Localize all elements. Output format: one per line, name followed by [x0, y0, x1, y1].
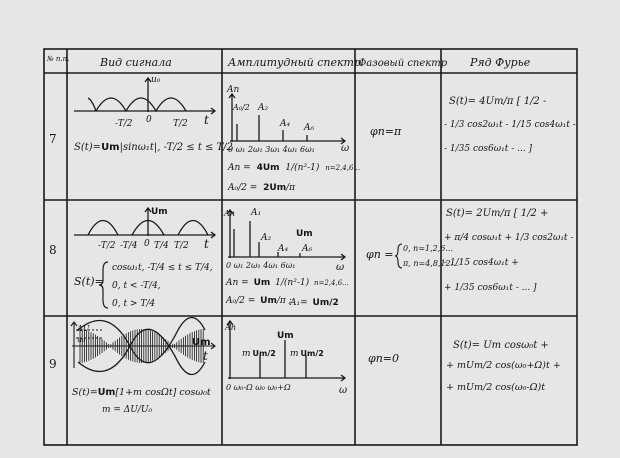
row7-tick-2: T/2: [173, 119, 188, 129]
header-fourier: Ряд Фурье: [470, 56, 531, 69]
row7-axis-A: An: [227, 85, 240, 95]
row8-fourier-3: + 1/35 cos6ω₁t - ... ]: [444, 283, 537, 293]
row9-formula-b: Um: [97, 387, 116, 398]
header-amp: Амплитудный спектр: [228, 56, 361, 69]
row8-f2-b: Um: [260, 296, 277, 306]
row8-axis-u: Um: [151, 207, 168, 217]
row7-f1-b: 4Um: [256, 163, 280, 173]
row7-amp-label-0: A₀/2: [233, 103, 250, 112]
row8-fourier-1: + π/4 cosω₁t + 1/3 cos2ω₁t -: [444, 233, 574, 243]
row7-f2-c: /π: [286, 183, 296, 193]
row8-num: 8: [49, 243, 57, 257]
row8-tick-1: -T/4: [120, 241, 138, 251]
row8-fourier-2: - 1/15 cos4ω₁t +: [444, 258, 519, 268]
row7-amp-label-1: A₂: [258, 103, 269, 113]
row7-fourier-0: S(t)= 4Um/π [ 1/2 -: [449, 96, 547, 107]
row9-fourier-1: + mUm/2 cos(ω₀+Ω)t +: [446, 360, 561, 371]
row8-case-0: cosω₁t, -T/4 ≤ t ≤ T/4,: [112, 263, 213, 273]
row8-tick-2: 0: [144, 239, 150, 249]
row8-signal-plot: [74, 208, 215, 238]
row8-case-1: 0, t < -T/4,: [112, 281, 161, 291]
row8-tick-0: -T/2: [98, 241, 116, 251]
row9-axis-w: ω: [339, 385, 348, 396]
row7-f2-b: 2Um: [263, 183, 287, 193]
row8-amp-formula-3: [289, 298, 339, 308]
row8-amp-ticks: 0 ω₁ 2ω₁ 4ω₁ 6ω₁: [226, 261, 296, 270]
row9-right-a: m: [290, 349, 299, 359]
row9-axis-u0: u₀: [77, 335, 86, 344]
row9-axis-A: An: [225, 323, 236, 332]
row8-f1-c: 1/(n²-1): [275, 278, 310, 288]
row8-amp-formula-2: [225, 296, 292, 306]
row7-amp-formula-1: [227, 162, 360, 173]
row9-left-b: Um/2: [252, 349, 276, 358]
row8-case-head: S(t)=: [74, 275, 104, 288]
row7-f1-a: An =: [228, 163, 251, 173]
row7-signal-formula: [74, 142, 233, 153]
row8-f1-a: An =: [226, 278, 249, 288]
row7-amp-label-2: A₄: [280, 119, 291, 129]
row8-amp-label-3: A₄: [278, 244, 289, 254]
row8-f1-d: n=2,4,6...: [313, 279, 349, 287]
row7-phase: φn=π: [370, 125, 402, 138]
row7-formula-b: Um: [101, 142, 120, 153]
row7-f2-a: A₀/2 =: [228, 183, 258, 193]
row7-signal-plot: [74, 78, 215, 114]
row7-amp-ticks: 0 ω₁ 2ω₁ 3ω₁ 4ω₁ 6ω₁: [228, 145, 315, 154]
row8-tick-4: T/2: [174, 241, 189, 251]
row8-amp-label-1: A₂: [261, 233, 272, 243]
row9-label-um: Um: [192, 337, 211, 348]
row8-phase-0: 0, n=1,2,6...: [403, 244, 454, 253]
row8-f3-b: Um/2: [312, 298, 339, 308]
row8-f1-b: Um: [253, 278, 271, 288]
header-num: № п.п.: [47, 55, 70, 63]
row7-amp-label-3: A₆: [304, 123, 315, 133]
row9-amp-um: Um: [277, 331, 294, 341]
row9-fourier-2: + mUm/2 cos(ω₀-Ω)t: [446, 382, 546, 393]
row7-f1-d: n=2,4,6...: [325, 164, 361, 172]
row7-num: 7: [49, 132, 57, 146]
row8-f2-c: /π ;: [276, 296, 292, 306]
row7-formula-a: S(t)=: [74, 142, 102, 153]
row7-amp-formula-2: [227, 183, 296, 193]
row7-tick-0: -T/2: [115, 119, 133, 129]
header-phase: Фазовый спектр: [358, 58, 448, 69]
row8-f2-a: A₀/2 =: [226, 296, 256, 306]
row8-case-2: 0, t > T/4: [112, 299, 156, 309]
row9-formula-c: [1+m cosΩt] cosω₀t: [115, 387, 211, 398]
row7-axis-w: ω: [341, 143, 350, 154]
row7-fourier-1: - 1/3 cos2ω₁t - 1/15 cos4ω₁t -: [444, 120, 576, 130]
row9-num: 9: [49, 357, 57, 371]
row9-left-a: m: [242, 349, 251, 359]
row7-fourier-2: - 1/35 cos6ω₁t - ... ]: [444, 144, 533, 154]
row9-right-b: Um/2: [300, 349, 324, 358]
row9-amp-left: [242, 349, 276, 359]
row7-axis-u: u₀: [151, 75, 161, 85]
row8-f3-a: A₁=: [290, 298, 308, 308]
row8-fourier-0: S(t)= 2Um/π [ 1/2 +: [446, 208, 549, 219]
row7-axis-t: t: [204, 113, 209, 127]
row9-amp-ticks: 0 ω₀-Ω ω₀ ω₀+Ω: [226, 383, 291, 392]
row8-axis-A: An: [224, 209, 235, 218]
row9-formula-a: S(t)=: [72, 387, 98, 398]
header-signal: Вид сигнала: [100, 56, 172, 69]
row8-phase-1: π, n=4,8,12...: [403, 259, 459, 268]
row8-axis-t: t: [204, 237, 209, 251]
row8-axis-w: ω: [336, 262, 345, 273]
row9-signal-formula: [72, 387, 211, 398]
row9-formula-d: m = ΔU/U₀: [102, 405, 153, 415]
row8-amp-label-2: Um: [296, 229, 313, 239]
row8-tick-3: T/4: [154, 241, 169, 251]
row9-axis-du: ΔU: [77, 324, 90, 333]
row7-tick-1: 0: [146, 115, 152, 125]
row9-fourier-0: S(t)= Um cosω₀t +: [453, 340, 549, 351]
row7-f1-c: 1/(n²-1): [285, 163, 320, 173]
row9-phase: φn=0: [368, 352, 400, 365]
row9-axis-t: t: [203, 349, 208, 363]
row9-amp-right: [290, 349, 324, 359]
row8-phase-brace: [395, 244, 402, 268]
row7-formula-c: |sinω₁t|, -T/2 ≤ t ≤ T/2: [119, 142, 233, 153]
row8-amp-label-0: A₁: [251, 208, 262, 218]
row8-amp-label-4: A₆: [302, 244, 313, 254]
row8-amp-formula-1: [225, 277, 349, 288]
row8-phase-head: φn =: [366, 248, 394, 261]
